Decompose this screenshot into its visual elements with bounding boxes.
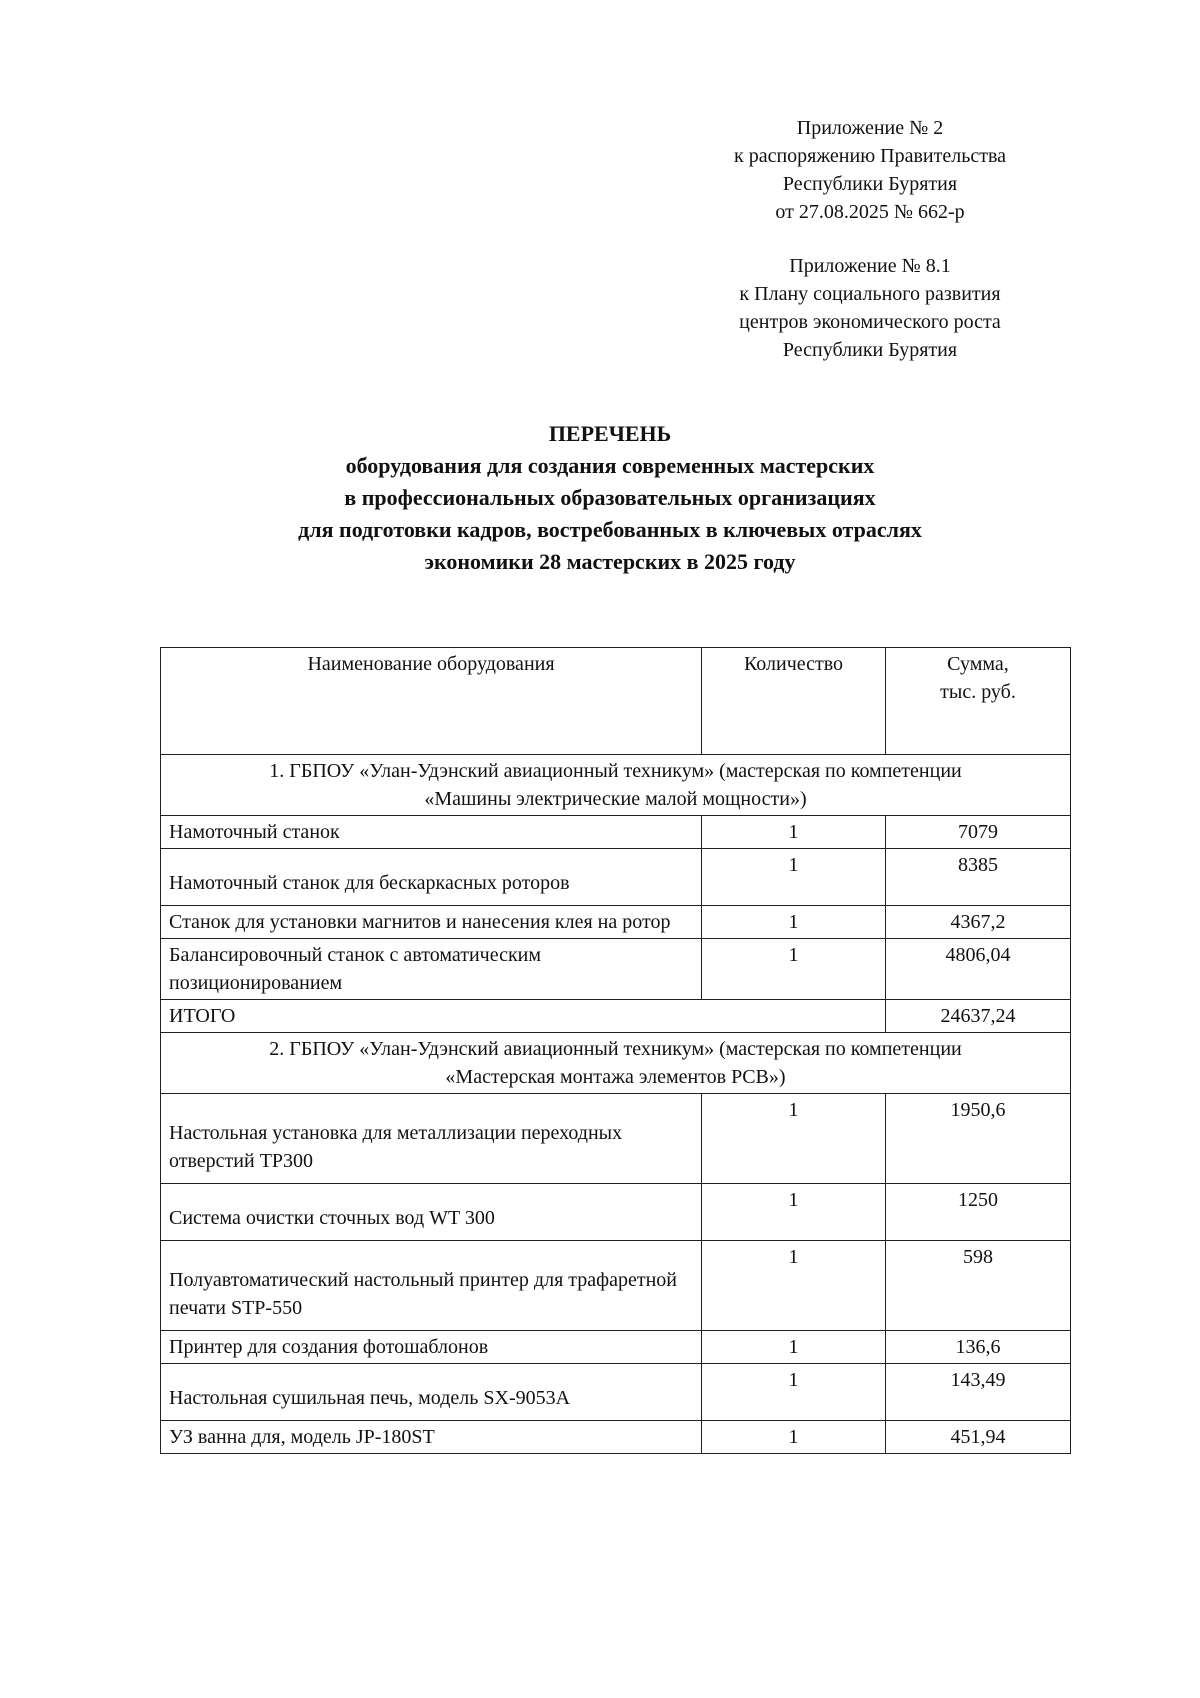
section-heading [161, 755, 1071, 816]
equipment-name: Принтер для создания фотошаблонов [161, 1331, 702, 1364]
equipment-name: Настольная установка для металлизации переходных отверстий TP300 [161, 1094, 702, 1184]
equipment-name: Балансировочный станок с автоматическим позиционированием [161, 939, 702, 1000]
document-title [150, 418, 1070, 578]
section-heading-line: «Мастерская монтажа элементов PCB») [445, 1066, 786, 1088]
equipment-sum: 7079 [886, 816, 1071, 849]
title-line: для подготовки кадров, востребованных в ключевых отраслях [298, 517, 922, 542]
equipment-sum: 1950,6 [886, 1094, 1071, 1184]
equipment-qty: 1 [702, 1184, 886, 1241]
equipment-sum: 4806,04 [886, 939, 1071, 1000]
section-heading-row [161, 755, 1071, 816]
equipment-qty: 1 [702, 816, 886, 849]
section-heading-line: 1. ГБПОУ «Улан-Удэнский авиационный техникум» (мастерская по компетенции [269, 760, 962, 782]
total-value: 24637,24 [886, 1000, 1071, 1033]
table-row [161, 1241, 1071, 1331]
equipment-qty: 1 [702, 1421, 886, 1454]
appendix-2-header [690, 114, 1050, 226]
column-header-sum [886, 648, 1071, 755]
equipment-sum: 136,6 [886, 1331, 1071, 1364]
appendix-8-1-header [690, 252, 1050, 364]
section-heading [161, 1033, 1071, 1094]
table-row [161, 1421, 1071, 1454]
equipment-name: Намоточный станок [161, 816, 702, 849]
title-line: ПЕРЕЧЕНЬ [548, 421, 672, 446]
equipment-qty: 1 [702, 849, 886, 906]
title-line: в профессиональных образовательных организациях [344, 485, 876, 510]
table-row [161, 1094, 1071, 1184]
equipment-sum: 143,49 [886, 1364, 1071, 1421]
table-row [161, 939, 1071, 1000]
section-heading-line: 2. ГБПОУ «Улан-Удэнский авиационный техникум» (мастерская по компетенции [269, 1038, 962, 1060]
table-row [161, 906, 1071, 939]
equipment-table [160, 647, 1071, 1454]
header-line: к распоряжению Правительства [733, 145, 1006, 167]
equipment-sum: 598 [886, 1241, 1071, 1331]
column-header-sum-line: тыс. руб. [940, 681, 1016, 703]
equipment-name: Полуавтоматический настольный принтер для трафаретной печати STP-550 [161, 1241, 702, 1331]
equipment-qty: 1 [702, 1094, 886, 1184]
column-header-sum-line: Сумма, [947, 653, 1009, 675]
equipment-qty: 1 [702, 1364, 886, 1421]
header-line: центров экономического роста [739, 311, 1001, 333]
header-line: Республики Бурятия [782, 339, 958, 361]
equipment-qty: 1 [702, 1241, 886, 1331]
header-line: Приложение № 2 [796, 117, 944, 139]
table-header-row [161, 648, 1071, 755]
total-row [161, 1000, 1071, 1033]
equipment-sum: 451,94 [886, 1421, 1071, 1454]
table-row [161, 816, 1071, 849]
equipment-name: Намоточный станок для бескаркасных роторов [161, 849, 702, 906]
equipment-sum: 4367,2 [886, 906, 1071, 939]
header-line: Республики Бурятия [782, 173, 958, 195]
header-line: к Плану социального развития [739, 283, 1001, 305]
table-row [161, 849, 1071, 906]
equipment-name: Система очистки сточных вод WT 300 [161, 1184, 702, 1241]
total-label: ИТОГО [161, 1000, 886, 1033]
title-line: оборудования для создания современных мастерских [345, 453, 875, 478]
header-line: от 27.08.2025 № 662-р [775, 201, 965, 223]
equipment-qty: 1 [702, 939, 886, 1000]
column-header-name: Наименование оборудования [161, 648, 702, 755]
table-row [161, 1364, 1071, 1421]
title-line: экономики 28 мастерских в 2025 году [424, 549, 796, 574]
equipment-sum: 1250 [886, 1184, 1071, 1241]
table-row [161, 1331, 1071, 1364]
section-heading-line: «Машины электрические малой мощности») [424, 788, 807, 810]
column-header-qty: Количество [702, 648, 886, 755]
equipment-sum: 8385 [886, 849, 1071, 906]
equipment-qty: 1 [702, 1331, 886, 1364]
header-line: Приложение № 8.1 [789, 255, 951, 277]
equipment-qty: 1 [702, 906, 886, 939]
equipment-name: УЗ ванна для, модель JP-180ST [161, 1421, 702, 1454]
table-row [161, 1184, 1071, 1241]
section-heading-row [161, 1033, 1071, 1094]
equipment-name: Станок для установки магнитов и нанесения клея на ротор [161, 906, 702, 939]
equipment-name: Настольная сушильная печь, модель SX-9053A [161, 1364, 702, 1421]
